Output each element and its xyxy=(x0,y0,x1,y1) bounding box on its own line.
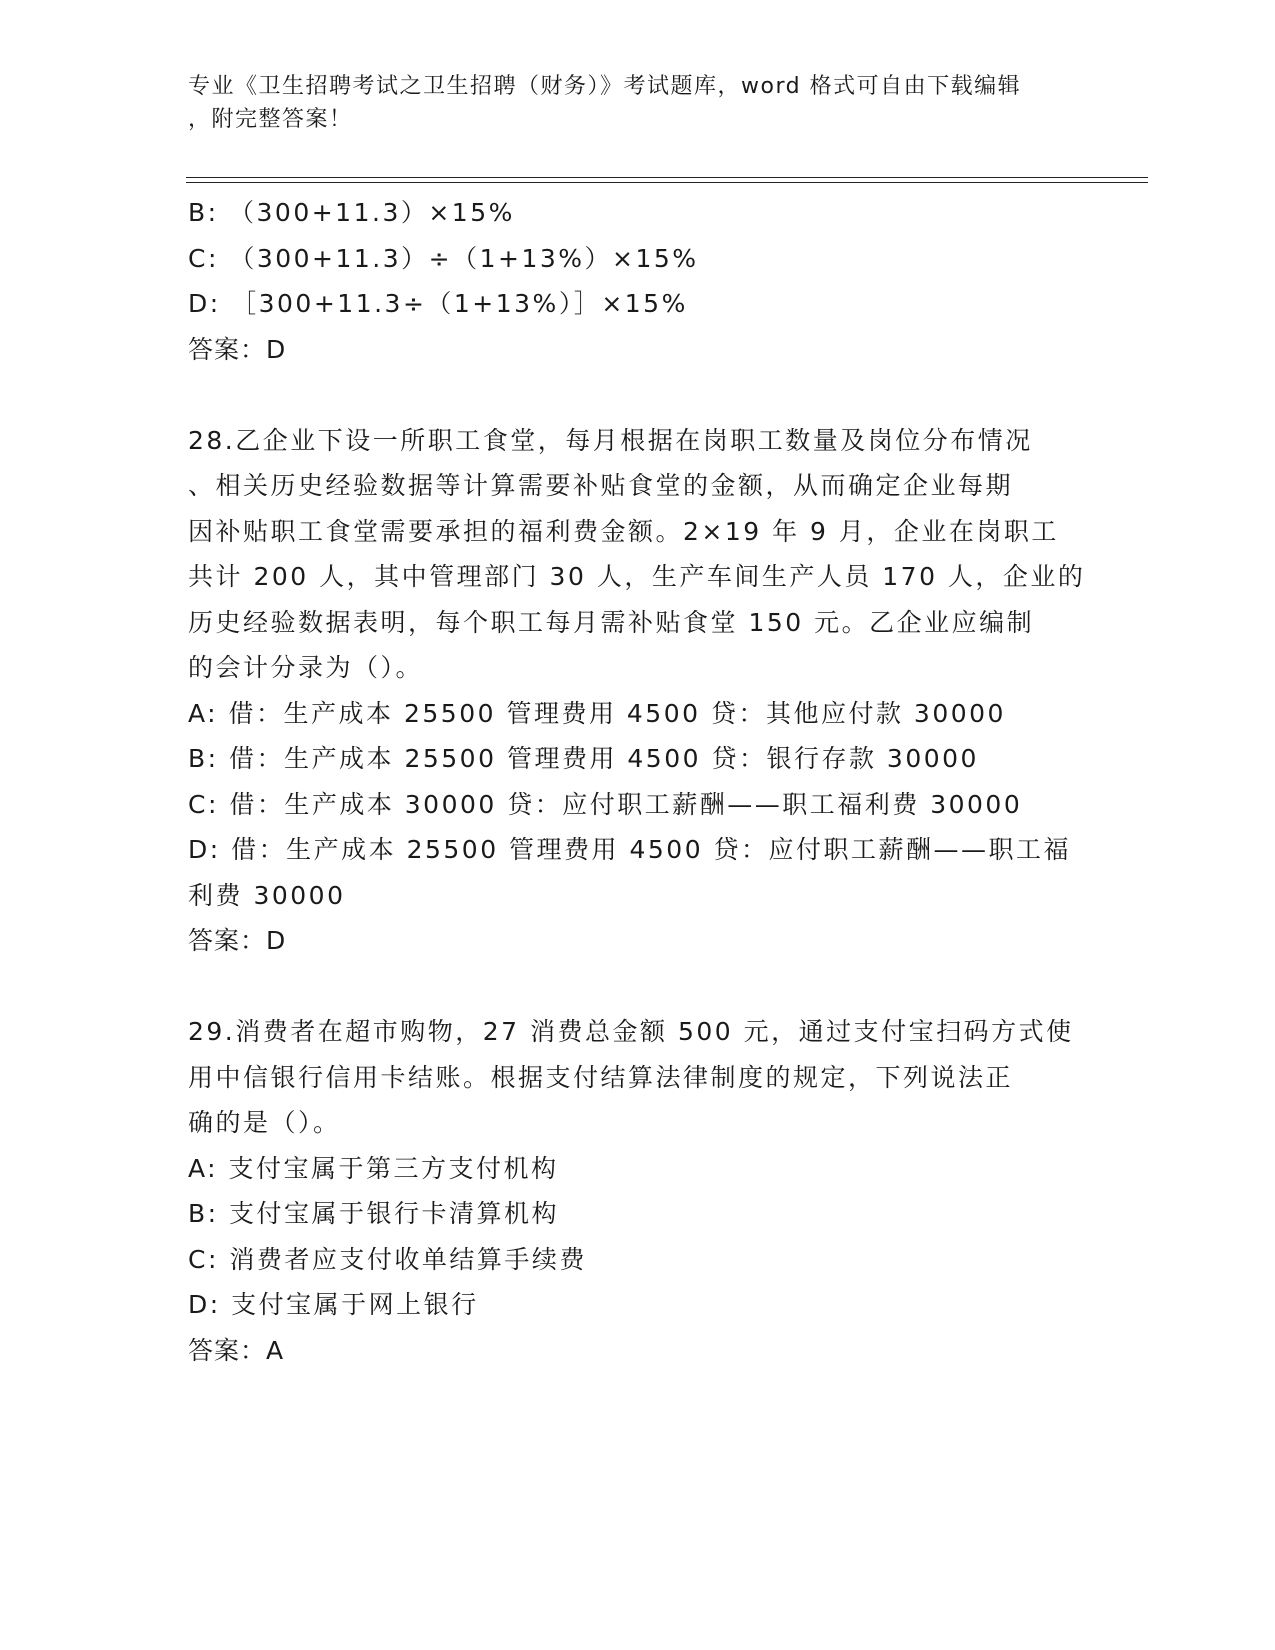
header-divider-top xyxy=(186,177,1148,178)
q29-option-c: C: 消费者应支付收单结算手续费 xyxy=(188,1244,587,1274)
q28-stem-line: 的会计分录为（）。 xyxy=(188,653,424,682)
q29-answer: 答案：A xyxy=(188,1335,285,1365)
q28-stem-line: 、相关历史经验数据等计算需要补贴食堂的金额，从而确定企业每期 xyxy=(188,471,1014,500)
q28-stem-line: 历史经验数据表明，每个职工每月需补贴食堂 150 元。乙企业应编制 xyxy=(188,607,1035,637)
q28-stem-line: 28.乙企业下设一所职工食堂，每月根据在岗职工数量及岗位分布情况 xyxy=(188,425,1033,455)
q28-answer: 答案：D xyxy=(188,926,287,955)
q29-stem-line: 29.消费者在超市购物，27 消费总金额 500 元，通过支付宝扫码方式使 xyxy=(188,1017,1074,1046)
q28-option-d-continued: 利费 30000 xyxy=(188,880,346,910)
q28-stem-line: 共计 200 人，其中管理部门 30 人，生产车间生产人员 170 人，企业的 xyxy=(188,562,1086,591)
q28-option-c: C: 借：生产成本 30000 贷：应付职工薪酬——职工福利费 30000 xyxy=(188,789,1023,819)
q29-option-d: D: 支付宝属于网上银行 xyxy=(188,1290,479,1319)
question-28 xyxy=(188,418,1088,964)
header-line-1: 专业《卫生招聘考试之卫生招聘（财务）》考试题库，word 格式可自由下载编辑 xyxy=(188,74,1022,99)
spacer xyxy=(188,372,1088,418)
spacer xyxy=(188,964,1088,1010)
q27-option-d: D: ［300+11.3÷（1+13%）］×15% xyxy=(188,289,688,318)
page-header xyxy=(188,70,1088,136)
q29-stem-line: 用中信银行信用卡结账。根据支付结算法律制度的规定，下列说法正 xyxy=(188,1062,1014,1092)
q29-option-a: A: 支付宝属于第三方支付机构 xyxy=(188,1153,559,1183)
q29-option-b: B: 支付宝属于银行卡清算机构 xyxy=(188,1199,560,1228)
q27-option-c: C: （300+11.3）÷（1+13%）×15% xyxy=(188,243,699,273)
q27-option-b: B: （300+11.3）×15% xyxy=(188,198,515,227)
q29-stem-line: 确的是（）。 xyxy=(188,1108,341,1137)
document-body xyxy=(188,190,1088,1373)
question-29 xyxy=(188,1009,1088,1373)
header-line-2: ，附完整答案！ xyxy=(188,107,353,132)
q28-option-b: B: 借：生产成本 25500 管理费用 4500 贷：银行存款 30000 xyxy=(188,744,979,773)
q28-option-d: D: 借：生产成本 25500 管理费用 4500 贷：应付职工薪酬——职工福 xyxy=(188,835,1072,864)
q28-option-a: A: 借：生产成本 25500 管理费用 4500 贷：其他应付款 30000 xyxy=(188,698,1006,728)
question-27 xyxy=(188,190,1088,372)
q27-answer: 答案：D xyxy=(188,334,287,364)
q28-stem-line: 因补贴职工食堂需要承担的福利费金额。2×19 年 9 月，企业在岗职工 xyxy=(188,516,1059,546)
header-divider-bottom xyxy=(186,182,1148,183)
